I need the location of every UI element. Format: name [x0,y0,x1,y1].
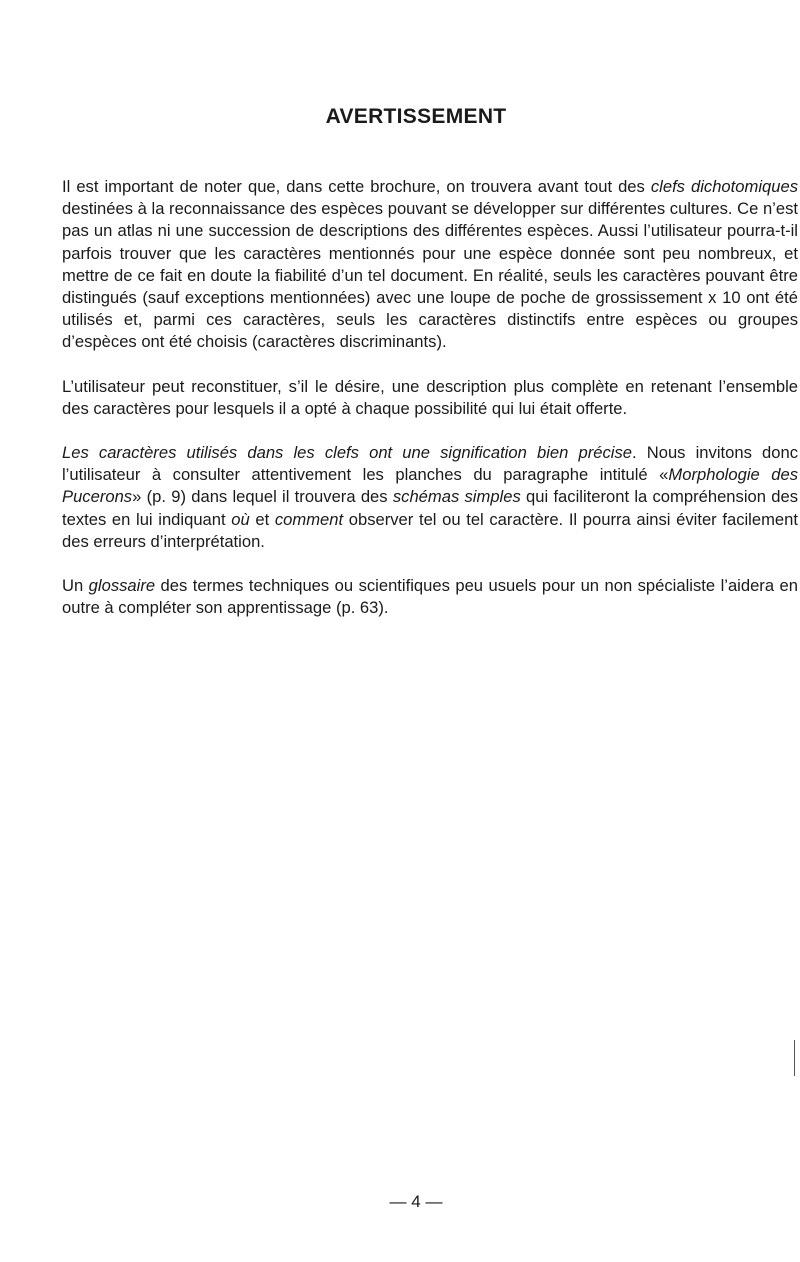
paragraph-1-italic-1: clefs dichotomiques [650,177,798,196]
paragraph-3-italic-5: comment [274,509,344,529]
paragraph-2-text-1: L’utilisateur peut reconstituer, s’il le désire, une description plus complète en retenant l’ensemble des caractères pour lesquels il a opté à chaque possibilité qui lui était offerte. [62,376,798,418]
paragraph-3-italic-4: où [231,509,250,529]
paragraph-1-text-1: Il est important de noter que, dans cette brochure, on trouvera avant tout des [62,177,645,196]
paragraph-4 [62,575,798,619]
paragraph-3-italic-2: Morphologie des Pucerons [62,465,799,507]
paragraph-3-italic-1: Les caractères utilisés dans les clefs ont une signification bien précise [62,443,632,463]
page-title: AVERTISSEMENT [325,105,507,128]
page-number: — 4 — [389,1192,443,1211]
paragraph-4-italic-1: glossaire [88,576,156,596]
scan-mark [794,1040,795,1076]
paragraph-3-text-2: » (p. 9) dans lequel il trouvera des [132,487,393,507]
paragraph-4-text-1: Un [62,576,89,596]
paragraph-3-text-1: . Nous invitons donc l’utilisateur à consulter attentivement les planches du paragraphe intitulé « [62,443,798,485]
paragraph-3-italic-3: schémas simples [392,487,521,507]
paragraph-4-text-2: des termes techniques ou scientifiques peu usuels pour un non spécialiste l’aidera en outre à compléter son apprentissage (p. 63). [62,576,798,618]
paragraph-3-text-5: observer tel ou tel caractère. Il pourra ainsi éviter facilement des erreurs d’interprétation. [62,509,798,551]
paragraph-1 [62,176,798,354]
paragraph-3-text-4: et [249,509,275,529]
paragraph-2 [62,376,798,420]
paragraph-3 [62,442,798,553]
body-text [62,176,798,641]
paragraph-3-text-3: qui faciliteront la compréhension des textes en lui indiquant [62,487,798,529]
paragraph-1-text-2: destinées à la reconnaissance des espèces pouvant se développer sur différentes cultures. Ce n’est pas un atlas ni une succession de descriptions des différentes espèces. Aussi l’utilisateur pourra-t-il parfois trouver que les caractères mentionnés pour une espèce donnée sont peu nombreux, et mettre de ce fait en doute la fiabilité d’un tel document. En réalité, seuls les caractères pouvant être distingués (sauf exceptions mentionnées) avec une loupe de poche de grossissement x 10 ont été utilisés et, parmi ces caractères, seuls les caractères distinctifs entre espèces ou groupes d’espèces ont été choisis (caractères discriminants). [62,199,798,352]
